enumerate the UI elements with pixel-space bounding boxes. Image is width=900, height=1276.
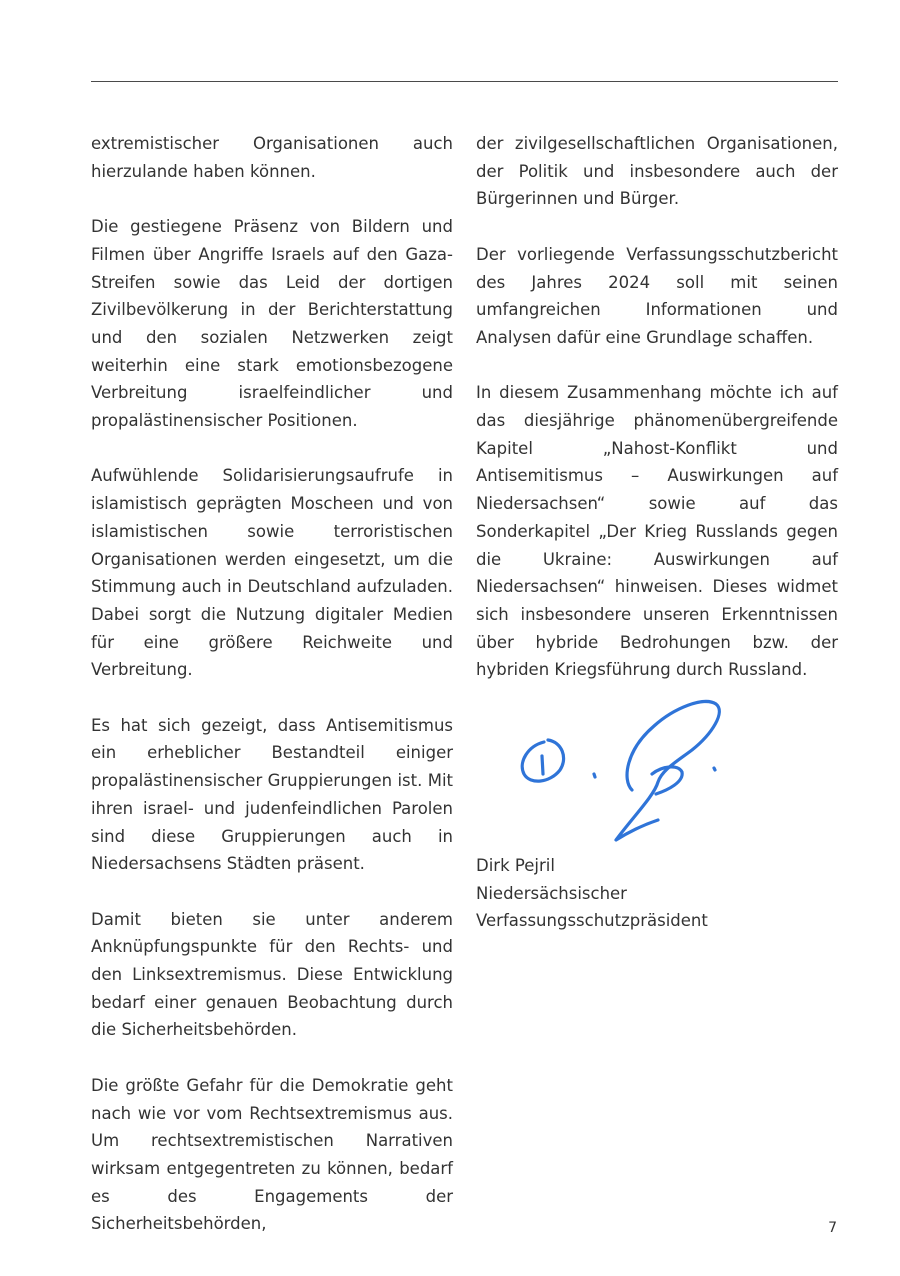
paragraph: extremistischer Organisationen auch hierzulande haben können.: [91, 134, 453, 181]
left-column: [91, 130, 453, 1238]
signature-stroke: [714, 768, 715, 770]
signatory-title: Niedersächsischer: [476, 883, 627, 903]
signature-stroke: [542, 756, 543, 774]
header-rule: [91, 81, 838, 82]
signatory-name: Dirk Pejril: [476, 856, 555, 875]
signatory-title: Verfassungsschutzpräsident: [476, 911, 708, 931]
paragraph: Die gestiegene Präsenz von Bildern und Filmen über Angriffe Israels auf den Gaza-Streifen sowie das Leid der dortigen Zivilbevölkerung in der Berichterstattung und den sozialen Netzwerken zeigt weiterhin eine stark emotionsbezogene Verbreitung israelfeindlicher und propalästinensischer Positionen.: [91, 217, 453, 431]
paragraph: Es hat sich gezeigt, dass Antisemitismus ein erheblicher Bestandteil einiger propalästinensischer Gruppierungen ist. Mit ihren israel- und judenfeindlichen Parolen sind diese Gruppierungen auch in Niedersachsens Städten präsent.: [91, 715, 453, 874]
paragraph: der zivilgesellschaftlichen Organisationen, der Politik und insbesondere auch der Bürgerinnen und Bürger.: [476, 134, 838, 209]
paragraph: Der vorliegende Verfassungsschutzbericht des Jahres 2024 soll mit seinen umfangreichen Informationen und Analysen dafür eine Grundlage schaffen.: [476, 244, 838, 347]
paragraph: Die größte Gefahr für die Demokratie geht nach wie vor vom Rechtsextremismus aus. Um rechtsextremistischen Narrativen wirksam entgegentreten zu können, bedarf es des Engagements der Sicherheitsbehörden,: [91, 1075, 453, 1234]
right-column: [476, 130, 838, 684]
handwritten-signature: [512, 690, 752, 850]
signatory-block: [476, 852, 838, 935]
paragraph: Aufwühlende Solidarisierungsaufrufe in islamistisch geprägten Moscheen und von islamistischen sowie terroristischen Organisationen werden eingesetzt, um die Stimmung auch in Deutschland aufzuladen. Dabei sorgt die Nutzung digitaler Medien für eine größere Reichweite und Verbreitung.: [91, 466, 453, 680]
paragraph: Damit bieten sie unter anderem Anknüpfungspunkte für den Rechts- und den Linksextremismus. Diese Entwicklung bedarf einer genauen Beobachtung durch die Sicherheitsbehörden.: [91, 909, 453, 1040]
page-number: 7: [828, 1220, 837, 1236]
paragraph: In diesem Zusammenhang möchte ich auf das diesjährige phänomenübergreifende Kapitel „Nahost-Konflikt und Antisemitismus – Auswirkungen auf Niedersachsen“ sowie auf das Sonderkapitel „Der Krieg Russlands gegen die Ukraine: Auswirkungen auf Niedersachsen“ hinweisen. Dieses widmet sich insbesondere unseren Erkenntnissen über hybride Bedrohungen bzw. der hybriden Kriegsführung durch Russland.: [476, 383, 838, 680]
signature-stroke: [616, 701, 719, 840]
signature-stroke: [594, 774, 595, 777]
